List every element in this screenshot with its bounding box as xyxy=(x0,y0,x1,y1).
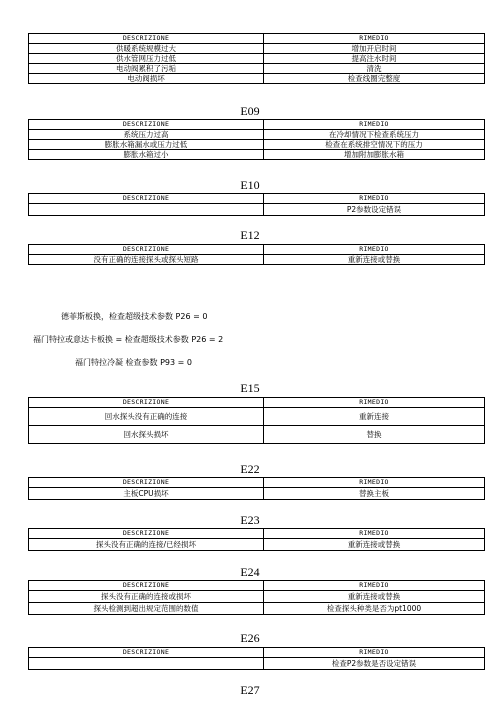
table-header-row xyxy=(29,398,485,408)
description-cell: 膨胀水箱过小 xyxy=(29,150,264,160)
table-row xyxy=(29,658,485,670)
remedy-cell: 替换 xyxy=(264,426,485,444)
table-row xyxy=(29,408,485,426)
description-cell: 回水探头损坏 xyxy=(29,426,264,444)
header-rimedio: RIMEDIO xyxy=(264,120,485,130)
table-row xyxy=(29,539,485,551)
header-descrizione: DESCRIZIONE xyxy=(29,194,264,204)
header-rimedio: RIMEDIO xyxy=(264,245,485,255)
e12-note-2: 福门特拉或意达卡板换 = 检查超级技术参数 P26 = 2 xyxy=(33,335,224,344)
description-cell: 探头没有正确的连接/已经损坏 xyxy=(29,539,264,551)
description-cell: 回水探头没有正确的连接 xyxy=(29,408,264,426)
remedy-cell: 替换主板 xyxy=(264,488,485,500)
description-cell: 供暖系统规模过大 xyxy=(29,44,264,54)
remedy-cell: 检查线圈完整度 xyxy=(264,74,485,84)
table-row xyxy=(29,426,485,444)
header-rimedio: RIMEDIO xyxy=(264,194,485,204)
table-row xyxy=(29,54,485,64)
table-row xyxy=(29,140,485,150)
header-rimedio: RIMEDIO xyxy=(264,398,485,408)
header-descrizione: DESCRIZIONE xyxy=(29,529,264,539)
section-e10-table xyxy=(28,193,485,216)
table-header-row xyxy=(29,120,485,130)
error-code-e24: E24 xyxy=(240,565,260,579)
error-code-e23: E23 xyxy=(240,513,260,527)
table-row xyxy=(29,255,485,265)
e12-note-3: 福门特拉冷凝 检查参数 P93 = 0 xyxy=(75,358,192,367)
description-cell: 供水管网压力过低 xyxy=(29,54,264,64)
table-row xyxy=(29,204,485,216)
remedy-cell: 重新连接或替换 xyxy=(264,539,485,551)
description-cell: 探头没有正确的连接或损坏 xyxy=(29,591,264,603)
header-descrizione: DESCRIZIONE xyxy=(29,34,264,44)
section-e22-table xyxy=(28,477,485,500)
table-header-row xyxy=(29,529,485,539)
description-cell: 主板CPU损坏 xyxy=(29,488,264,500)
remedy-cell: 提高注水时间 xyxy=(264,54,485,64)
remedy-cell: 重新连接或替换 xyxy=(264,255,485,265)
description-cell: 系统压力过高 xyxy=(29,130,264,140)
table-row xyxy=(29,130,485,140)
table-header-row xyxy=(29,194,485,204)
table-row xyxy=(29,591,485,603)
error-code-e10: E10 xyxy=(240,178,260,192)
description-cell: 没有正确的连接探头或探头短路 xyxy=(29,255,264,265)
header-rimedio: RIMEDIO xyxy=(264,478,485,488)
table-header-row xyxy=(29,581,485,591)
error-code-e12: E12 xyxy=(240,228,260,242)
description-cell: 电动阀损坏 xyxy=(29,74,264,84)
table-header-row xyxy=(29,245,485,255)
remedy-cell: 增加开启时间 xyxy=(264,44,485,54)
remedy-cell: 增加附加膨胀水箱 xyxy=(264,150,485,160)
remedy-cell: 在冷却情况下检查系统压力 xyxy=(264,130,485,140)
header-descrizione: DESCRIZIONE xyxy=(29,478,264,488)
remedy-cell: 检查在系统排空情况下的压力 xyxy=(264,140,485,150)
error-code-e22: E22 xyxy=(240,462,260,476)
table-row xyxy=(29,603,485,615)
header-descrizione: DESCRIZIONE xyxy=(29,398,264,408)
remedy-cell: 检查P2参数是否设定错误 xyxy=(264,658,485,670)
error-code-e09: E09 xyxy=(240,104,260,118)
header-rimedio: RIMEDIO xyxy=(264,529,485,539)
error-code-e27: E27 xyxy=(240,683,260,697)
table-row xyxy=(29,488,485,500)
description-cell: 探头检测到超出规定范围的数值 xyxy=(29,603,264,615)
section-e23-table xyxy=(28,528,485,551)
table-header-row xyxy=(29,34,485,44)
header-rimedio: RIMEDIO xyxy=(264,648,485,658)
header-descrizione: DESCRIZIONE xyxy=(29,581,264,591)
table-row xyxy=(29,74,485,84)
section-e26-table xyxy=(28,647,485,670)
table-row xyxy=(29,44,485,54)
table-header-row xyxy=(29,478,485,488)
e12-note-1: 德菲斯板换，检查超级技术参数 P26 = 0 xyxy=(61,312,208,321)
header-rimedio: RIMEDIO xyxy=(264,34,485,44)
description-cell xyxy=(29,658,264,670)
section-e12-table xyxy=(28,244,485,265)
description-cell xyxy=(29,204,264,216)
header-rimedio: RIMEDIO xyxy=(264,581,485,591)
remedy-cell: 检查探头种类是否为pt1000 xyxy=(264,603,485,615)
table-header-row xyxy=(29,648,485,658)
error-code-e15: E15 xyxy=(240,381,260,395)
section-0-table xyxy=(28,33,485,84)
section-e09-table xyxy=(28,119,485,160)
section-e24-table xyxy=(28,580,485,615)
remedy-cell: 重新连接 xyxy=(264,408,485,426)
remedy-cell: 重新连接或替换 xyxy=(264,591,485,603)
header-descrizione: DESCRIZIONE xyxy=(29,648,264,658)
description-cell: 电动阀累积了污垢 xyxy=(29,64,264,74)
table-row xyxy=(29,150,485,160)
header-descrizione: DESCRIZIONE xyxy=(29,245,264,255)
section-e15-table xyxy=(28,397,485,444)
remedy-cell: P2参数设定错误 xyxy=(264,204,485,216)
error-code-e26: E26 xyxy=(240,631,260,645)
header-descrizione: DESCRIZIONE xyxy=(29,120,264,130)
table-row xyxy=(29,64,485,74)
description-cell: 膨胀水箱漏水或压力过低 xyxy=(29,140,264,150)
remedy-cell: 清洗 xyxy=(264,64,485,74)
